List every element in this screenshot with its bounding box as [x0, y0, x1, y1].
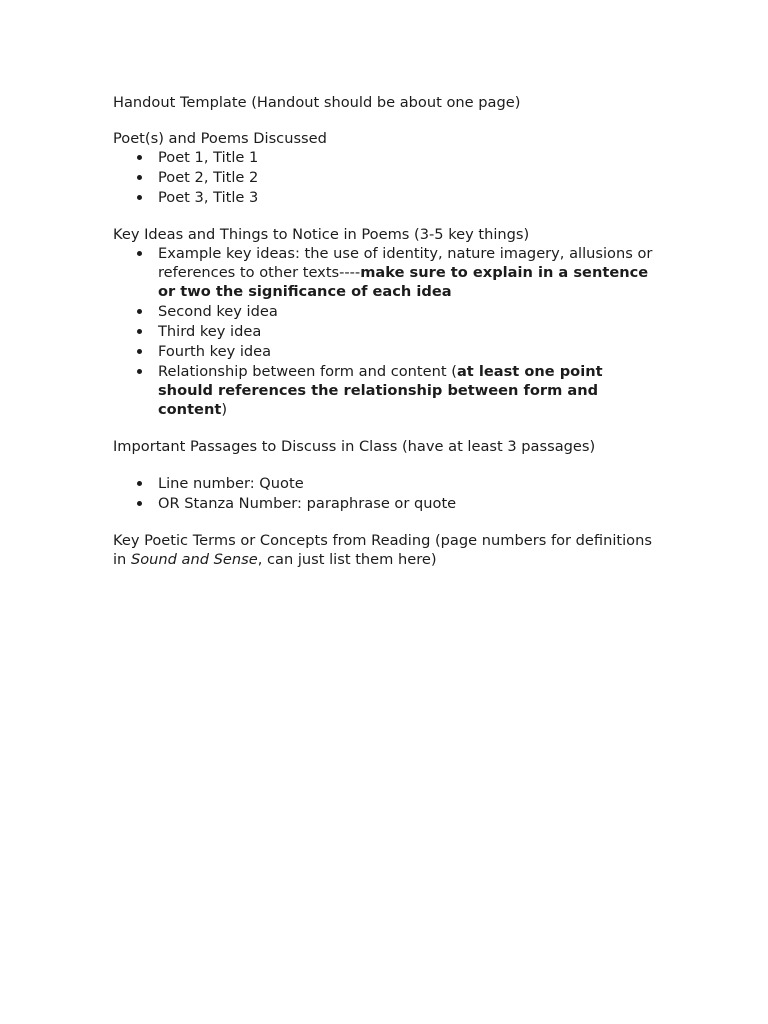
passages-list [113, 474, 658, 513]
book-title: Sound and Sense [130, 551, 258, 568]
handout-title: Handout Template (Handout should be about one page) [113, 94, 521, 111]
poets-heading: Poet(s) and Poems Discussed [113, 130, 327, 147]
form-emphasis: at least one point should references the relationship between form and content [158, 363, 603, 418]
poets-list [113, 148, 658, 207]
list-item-example-key-ideas [158, 244, 658, 301]
example-text: Example key ideas: the use of identity, nature imagery, allusions or references to other texts---- [158, 245, 653, 281]
list-item: OR Stanza Number: paraphrase or quote [158, 494, 658, 513]
handout-document [113, 93, 658, 569]
list-item-form-content [158, 362, 658, 419]
list-item: Third key idea [158, 322, 658, 341]
form-text: Relationship between form and content ( [158, 363, 457, 380]
list-item: Poet 3, Title 3 [158, 188, 658, 207]
example-emphasis: make sure to explain in a sentence or two the significance of each idea [158, 264, 649, 300]
key-ideas-heading: Key Ideas and Things to Notice in Poems (3-5 key things) [113, 226, 530, 243]
list-item: Second key idea [158, 302, 658, 321]
list-item: Fourth key idea [158, 342, 658, 361]
key-ideas-list [113, 244, 658, 419]
passages-heading: Important Passages to Discuss in Class (have at least 3 passages) [113, 438, 596, 455]
list-item: Line number: Quote [158, 474, 658, 493]
terms-paragraph [113, 531, 658, 569]
terms-tail: , can just list them here) [257, 551, 437, 568]
terms-text: Key Poetic Terms or Concepts from Reading (page numbers for definitions in [113, 532, 652, 568]
list-item: Poet 2, Title 2 [158, 168, 658, 187]
list-item: Poet 1, Title 1 [158, 148, 658, 167]
form-close: ) [221, 401, 228, 418]
